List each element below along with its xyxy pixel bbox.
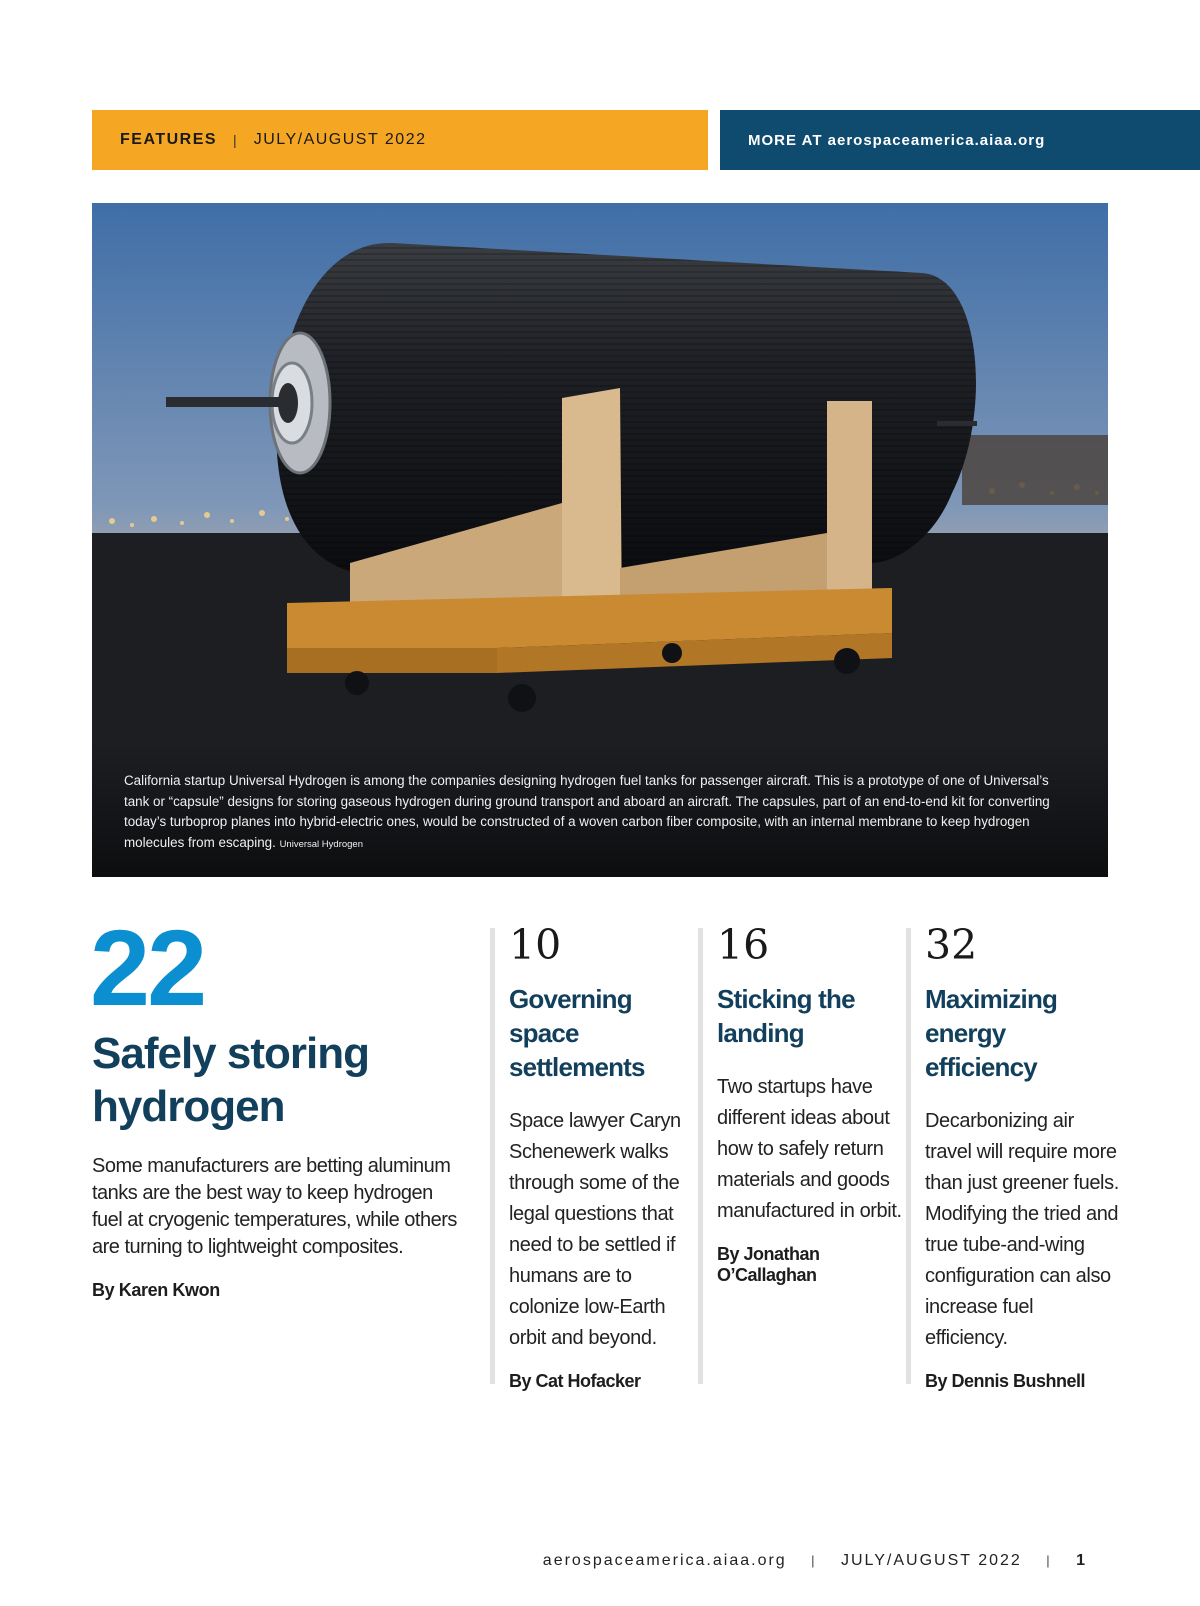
story-page-number: 32 <box>925 921 978 969</box>
story-dek: Decarbonizing air travel will require more than just greener fuels. Modifying the tried and true tube-and-wing configuration can also increase fuel efficiency. <box>925 1110 1119 1349</box>
story-column <box>906 921 1121 1391</box>
story-title[interactable]: Maximizing energy efficiency <box>925 984 1058 1082</box>
more-link[interactable]: MORE AT aerospaceamerica.aiaa.org <box>748 131 1046 149</box>
story-byline: By Jonathan O’Callaghan <box>717 1244 820 1285</box>
story-byline: By Dennis Bushnell <box>925 1371 1086 1391</box>
footer-divider: | <box>1046 1553 1052 1568</box>
story-dek: Space lawyer Caryn Schenewerk walks through some of the legal questions that need to be settled if humans are to colonize low-Earth orbit and beyond. <box>509 1110 681 1349</box>
footer-site[interactable]: aerospaceamerica.aiaa.org <box>542 1552 787 1569</box>
story-page-number: 10 <box>509 921 562 969</box>
header-divider: | <box>233 132 238 148</box>
lead-story-title[interactable]: Safely storing hydrogen <box>92 1029 369 1131</box>
caption-text: California startup Universal Hydrogen is among the companies designing hydrogen fuel tanks for passenger aircraft. This is a prototype of one of Universal’s tank or “capsule” designs for storing gaseous hydrogen during ground transport and aboard an aircraft. The capsules, part of an end-to-end kit for converting today’s turboprop planes into hybrid-electric ones, would be constructed of a woven carbon fiber composite, with an internal membrane to keep hydrogen molecules from escaping. <box>124 773 1050 850</box>
hero-photo <box>92 203 1108 877</box>
story-column <box>490 921 705 1391</box>
page-number: 1 <box>1076 1552 1085 1569</box>
story-title[interactable]: Governing space settlements <box>509 984 645 1082</box>
footer-divider: | <box>811 1553 817 1568</box>
story-byline: By Cat Hofacker <box>509 1371 641 1391</box>
story-column <box>698 921 913 1384</box>
story-title[interactable]: Sticking the landing <box>717 984 855 1048</box>
more-link-band[interactable] <box>720 110 1200 170</box>
section-header-band <box>92 110 708 170</box>
lead-story-dek: Some manufacturers are betting aluminum tanks are the best way to keep hydrogen fuel at cryogenic temperatures, while others are turning to lightweight composites. <box>92 1155 457 1258</box>
photo-credit: Universal Hydrogen <box>279 838 363 850</box>
photo-caption <box>124 771 1074 855</box>
section-label: FEATURES <box>120 131 218 148</box>
lead-story-page-number: 22 <box>90 907 205 1028</box>
story-page-number: 16 <box>717 921 770 969</box>
story-dek: Two startups have different ideas about how to safely return materials and goods manufactured in orbit. <box>717 1076 902 1222</box>
page-footer <box>0 1552 1085 1570</box>
issue-date: JULY/AUGUST 2022 <box>253 131 427 148</box>
footer-issue: JULY/AUGUST 2022 <box>840 1552 1022 1569</box>
lead-story-byline: By Karen Kwon <box>92 1280 220 1300</box>
